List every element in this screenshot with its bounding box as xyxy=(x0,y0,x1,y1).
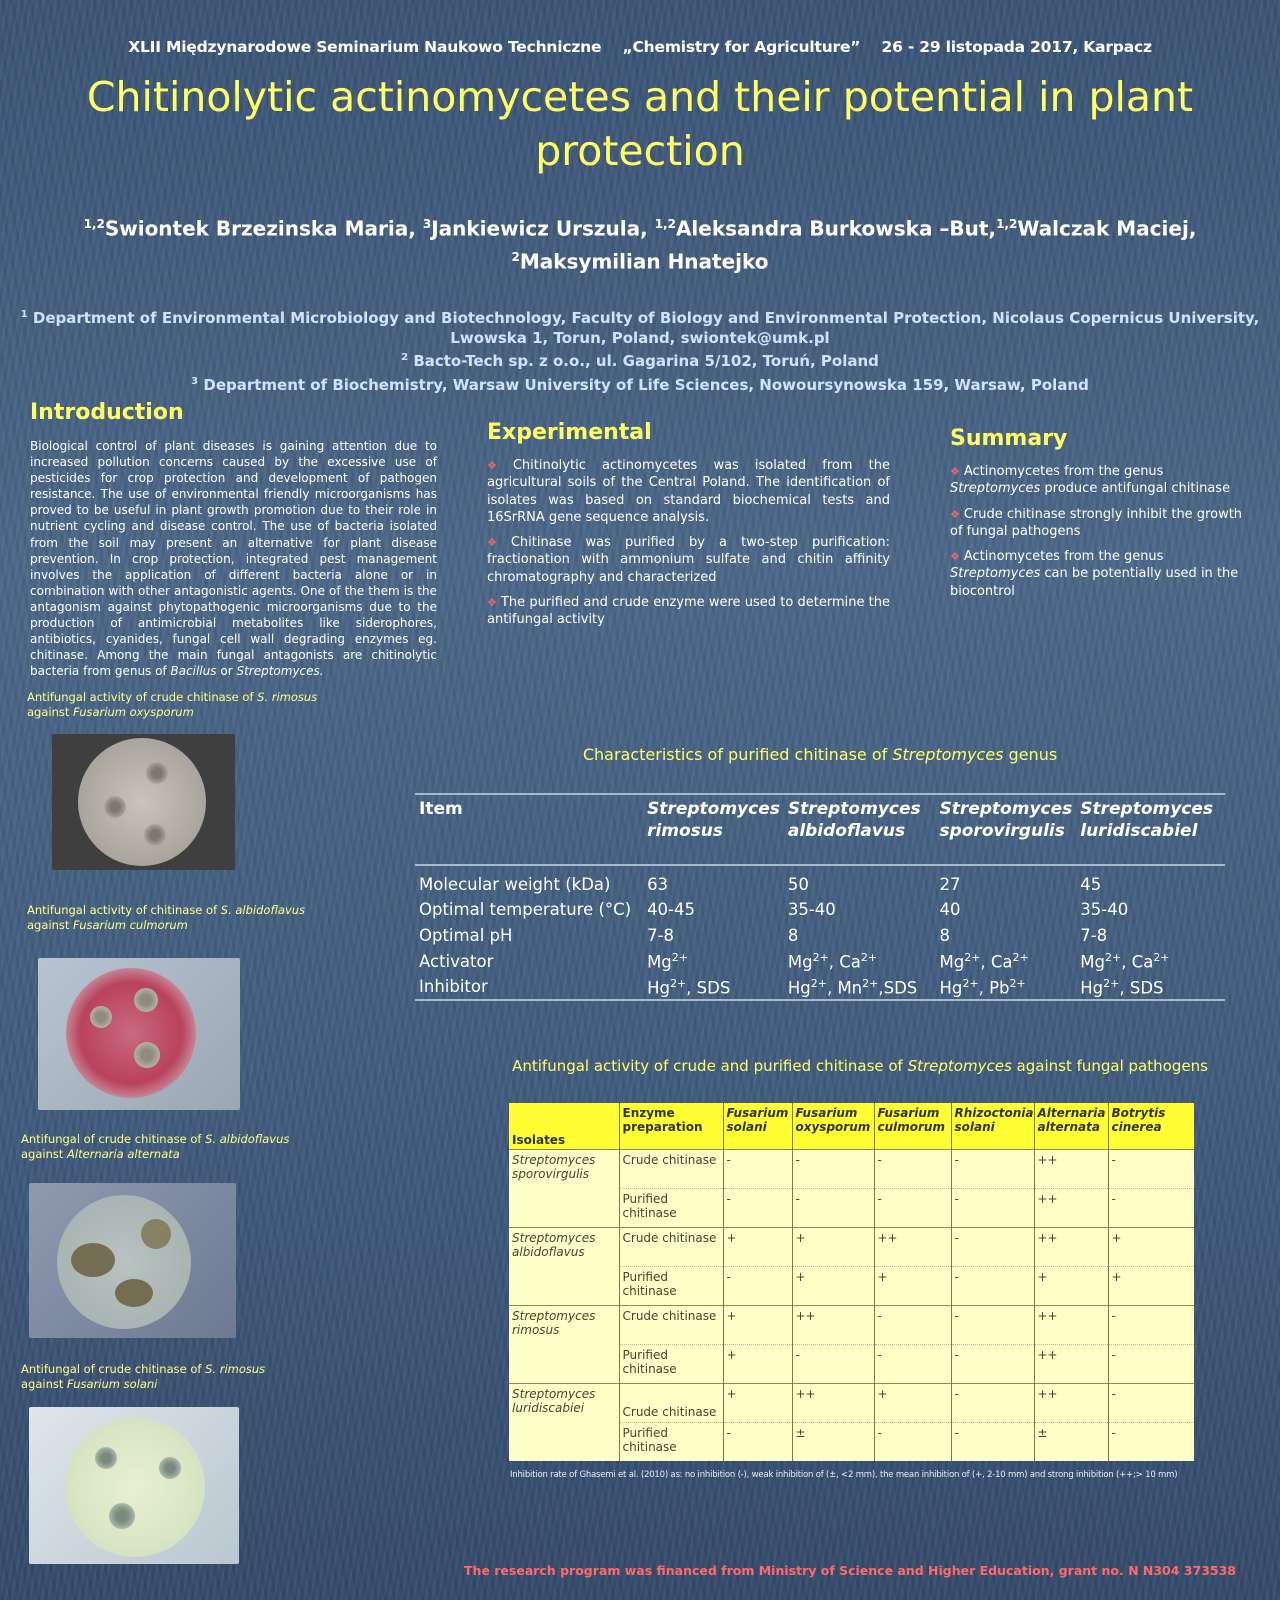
inhibition-value: + xyxy=(723,1344,792,1383)
summary-text: Actinomycetes from the genus xyxy=(963,549,1164,565)
author-sup: 3 xyxy=(422,217,432,231)
inhibition-value: - xyxy=(1108,1344,1194,1383)
isolate-name xyxy=(509,1422,619,1461)
experimental-item-text: Chitinase was purified by a two-step purification: fractionation with ammonium sulfate and chitin affinity chromatography and characterized xyxy=(487,535,890,585)
poster-title: Chitinolytic actinomycetes and their potential in plant protection xyxy=(86,73,1194,175)
charge-superscript: 2+ xyxy=(1009,976,1026,990)
inhibition-zone xyxy=(109,1503,135,1529)
photo-caption-4 xyxy=(21,1362,265,1392)
header-item: Item xyxy=(419,799,463,819)
genus: Fusarium xyxy=(726,1106,789,1120)
row-label: Molecular weight (kDa) xyxy=(419,875,611,894)
table-row xyxy=(509,1149,1194,1188)
diamond-bullet-icon: ❖ xyxy=(487,459,509,472)
genus: Botrytis xyxy=(1111,1106,1166,1120)
affiliation-1 xyxy=(0,305,1280,329)
species: albidoflavus xyxy=(512,1244,585,1259)
summary-text: Crude chitinase strongly inhibit the growth of fungal pathogens xyxy=(950,506,1243,539)
isolate-name xyxy=(509,1266,619,1305)
title-text: Characteristics of purified chitinase of xyxy=(582,745,893,764)
cell-value: 45 xyxy=(1080,875,1102,894)
petri-dish-photo-2 xyxy=(38,958,240,1110)
summary-item xyxy=(950,506,1256,541)
inhibition-value: ++ xyxy=(1034,1383,1108,1422)
cell-value: $Mg^{2+}$ xyxy=(647,951,688,972)
antifungal-table xyxy=(509,1103,1194,1461)
charge-superscript: 2+ xyxy=(671,951,688,965)
enzyme-preparation: Purified chitinase xyxy=(619,1266,723,1305)
characteristics-title xyxy=(420,745,1220,764)
inhibition-value: + xyxy=(723,1305,792,1344)
charge-superscript: 2+ xyxy=(1012,951,1029,965)
fungal-colony xyxy=(141,1219,171,1249)
inhibition-value: + xyxy=(792,1266,874,1305)
author-list xyxy=(20,210,1260,275)
summary-genus: Streptomyces xyxy=(950,481,1041,497)
inhibition-zone xyxy=(90,1006,112,1028)
charge-superscript: 2+ xyxy=(812,951,829,965)
summary-item xyxy=(950,463,1256,498)
enzyme-preparation: Crude chitinase xyxy=(619,1383,723,1422)
enzyme-preparation: Crude chitinase xyxy=(619,1305,723,1344)
cell-value: 8 xyxy=(939,926,950,946)
inhibition-value: - xyxy=(951,1149,1034,1188)
table-row xyxy=(509,1305,1194,1344)
cell-value: $Hg^{2+}$, $Pb^{2+}$ xyxy=(939,976,1026,998)
caption-text: against xyxy=(21,1147,68,1161)
cell-value: 50 xyxy=(787,875,809,894)
experimental-item-text: Chitinolytic actinomycetes was isolated from the agricultural soils of the Central Poland. The identification of isolates was based on standard biochemical tests and 16SrRNA gene sequence analysis. xyxy=(487,458,890,525)
author-sup: 1,2 xyxy=(654,217,676,231)
author-sup: 1,2 xyxy=(996,217,1018,231)
title-genus: Streptomyces xyxy=(892,745,1004,764)
genus-streptomyces: Streptomyces. xyxy=(236,664,324,679)
genus: Streptomyces xyxy=(512,1152,596,1167)
cell-value: $Hg^{2+}$, SDS xyxy=(1080,976,1164,998)
summary-text: can be potentially used in the biocontrol xyxy=(950,566,1239,599)
experimental-item-text: The purified and crude enzyme were used to determine the antifungal activity xyxy=(487,595,890,628)
affiliation-3 xyxy=(0,372,1280,396)
author: Maksymilian Hnatejko xyxy=(519,249,769,274)
inhibition-value: - xyxy=(951,1227,1034,1266)
inhibition-value: - xyxy=(951,1305,1034,1344)
isolate-name xyxy=(509,1149,619,1188)
caption-target: Alternaria alternata xyxy=(67,1147,180,1161)
inhibition-value: - xyxy=(792,1149,874,1188)
charge-superscript: 2+ xyxy=(669,976,687,990)
row-label: Optimal temperature (°C) xyxy=(419,900,632,920)
title-text: against fungal pathogens xyxy=(1011,1057,1208,1075)
photo-caption-3 xyxy=(21,1132,289,1162)
header-pathogen xyxy=(1034,1103,1108,1149)
inhibition-value: - xyxy=(723,1149,792,1188)
inhibition-value: + xyxy=(1108,1227,1194,1266)
cell-value: 7-8 xyxy=(647,926,675,946)
affiliation-1-address xyxy=(0,329,1280,349)
intro-body: Biological control of plant diseases is gaining attention due to increased pollution concerns caused by the excessive use of pesticides for crop protection and development of pathogen resistance. The use of environmental friendly microorganisms has proved to be useful in plant growth promotion due to their role in nutrient cycling and disease control. The use of bacteria isolated from the soil may present an alternative for plant disease prevention. In crop protection, integrated pest management involves the application of different bacteria alone or in combination with other antagonistic agents. One of the them is the antagonism against phytopathogenic microorganisms due to the production of antimicrobial metabolites like siderophores, antibiotics, cyanides, fungal cell wall degrading enzymes eg. chitinase. Among the main fungal antagonists are chitinolytic bacteria from genus of xyxy=(30,439,437,679)
experimental-heading: Experimental xyxy=(487,420,652,445)
summary-list xyxy=(950,463,1256,608)
isolate-name xyxy=(509,1344,619,1383)
summary-item xyxy=(950,548,1256,600)
diamond-bullet-icon: ❖ xyxy=(487,596,497,610)
cell-value: 35-40 xyxy=(1080,900,1129,920)
inhibition-value: - xyxy=(874,1149,951,1188)
title-text: genus xyxy=(1003,745,1058,764)
introduction-heading: Introduction xyxy=(30,400,184,425)
caption-text: against xyxy=(27,705,74,719)
inhibition-value: - xyxy=(1108,1422,1194,1461)
inhibition-zone xyxy=(159,1457,181,1479)
caption-text: Antifungal activity of crude chitinase of xyxy=(27,690,258,704)
inhibition-zone xyxy=(95,1447,117,1469)
inhibition-value: - xyxy=(951,1266,1034,1305)
table-row xyxy=(509,1188,1194,1227)
inhibition-value: ++ xyxy=(792,1383,874,1422)
table-row xyxy=(415,897,1225,923)
cell-value: $Hg^{2+}$, SDS xyxy=(647,976,731,998)
header-species xyxy=(784,794,936,865)
caption-target: Fusarium oxysporum xyxy=(73,705,194,719)
title-genus: Streptomyces xyxy=(907,1057,1012,1075)
table-row xyxy=(509,1266,1194,1305)
enzyme-preparation: Crude chitinase xyxy=(619,1149,723,1188)
charge-superscript: 2+ xyxy=(1103,976,1120,990)
experimental-item xyxy=(487,594,890,629)
intro-or: or xyxy=(216,664,237,679)
affil-sup: 1 xyxy=(20,309,28,320)
inhibition-zone xyxy=(104,796,126,818)
experimental-item xyxy=(487,534,890,586)
cell-value: $Mg^{2+}$, $Ca^{2+}$ xyxy=(939,951,1029,972)
affiliations xyxy=(0,305,1280,395)
inhibition-value: + xyxy=(723,1383,792,1422)
author: Aleksandra Burkowska –But, xyxy=(675,216,997,241)
diamond-bullet-icon: ❖ xyxy=(950,465,960,478)
affil-text: Department of Biochemistry, Warsaw University of Life Sciences, Nowoursynowska 159, Warsaw, Poland xyxy=(203,375,1089,394)
genus: Streptomyces xyxy=(512,1308,596,1323)
inhibition-value: - xyxy=(1108,1383,1194,1422)
caption-text: Antifungal of crude chitinase of xyxy=(21,1362,206,1376)
species: luridiscabiel xyxy=(1080,821,1198,841)
inhibition-value: + xyxy=(723,1227,792,1266)
header-pathogen xyxy=(874,1103,951,1149)
affil-text: Lwowska 1, Torun, Poland, swiontek@umk.pl xyxy=(450,328,830,347)
inhibition-value: - xyxy=(951,1188,1034,1227)
table-row xyxy=(415,974,1225,1000)
inhibition-value: + xyxy=(1108,1266,1194,1305)
species: rimosus xyxy=(512,1322,560,1337)
inhibition-value: ± xyxy=(792,1422,874,1461)
fungal-colony xyxy=(71,1243,115,1277)
header-isolates: Isolates xyxy=(509,1103,619,1149)
cell-value: $Mg^{2+}$, $Ca^{2+}$ xyxy=(1080,951,1170,972)
experimental-list xyxy=(487,457,890,637)
author-sup: 2 xyxy=(511,249,520,264)
row-label: Activator xyxy=(419,951,494,971)
table-row xyxy=(509,1344,1194,1383)
species: sporovirgulis xyxy=(512,1166,589,1181)
caption-text: Antifungal activity of chitinase of xyxy=(27,903,221,917)
header-pathogen xyxy=(792,1103,874,1149)
author: Walczak Maciej, xyxy=(1017,216,1197,241)
caption-species: S. rimosus xyxy=(205,1362,266,1376)
genus: Streptomyces xyxy=(939,799,1073,819)
diamond-bullet-icon: ❖ xyxy=(950,550,960,564)
species: alternata xyxy=(1037,1120,1100,1134)
inhibition-value: + xyxy=(874,1383,951,1422)
caption-target: Fusarium culmorum xyxy=(73,918,188,932)
inhibition-value: ++ xyxy=(1034,1227,1108,1266)
inhibition-value: + xyxy=(792,1227,874,1266)
inhibition-value: - xyxy=(874,1188,951,1227)
affil-text: Department of Environmental Microbiology and Biotechnology, Faculty of Biology and Environmental Protection, Nicolaus Copernicus University, xyxy=(32,309,1260,327)
caption-target: Fusarium solani xyxy=(67,1377,158,1391)
inhibition-value: ++ xyxy=(1034,1305,1108,1344)
petri-dish-photo-1 xyxy=(52,734,235,870)
petri-dish xyxy=(78,738,206,866)
caption-text: Antifungal of crude chitinase of xyxy=(21,1132,206,1146)
inhibition-zone xyxy=(134,1042,160,1068)
petri-dish xyxy=(65,1417,205,1557)
enzyme-preparation: Purified chitinase xyxy=(619,1188,723,1227)
introduction-text xyxy=(30,438,437,679)
header-text: preparation xyxy=(622,1120,703,1134)
conference-dates: 26 - 29 listopada 2017, Karpacz xyxy=(881,38,1152,56)
diamond-bullet-icon: ❖ xyxy=(487,536,507,550)
inhibition-zone xyxy=(146,762,168,784)
table-row xyxy=(509,1383,1194,1422)
species: sporovirgulis xyxy=(939,821,1065,841)
charge-superscript: 2+ xyxy=(860,951,878,965)
species: culmorum xyxy=(877,1120,945,1134)
cell-value: 63 xyxy=(647,875,669,894)
table-header-row xyxy=(415,794,1225,865)
conference-line xyxy=(0,38,1280,56)
cell-value: 35-40 xyxy=(787,900,836,920)
petri-dish xyxy=(66,968,196,1098)
funding-note: The research program was financed from Ministry of Science and Higher Education, grant no. N N304 373538 xyxy=(464,1563,1236,1578)
genus: Streptomyces xyxy=(512,1386,596,1401)
header-enzyme xyxy=(619,1103,723,1149)
summary-text: produce antifungal chitinase xyxy=(1040,481,1231,497)
charge-superscript: 2+ xyxy=(964,951,981,965)
inhibition-value: - xyxy=(723,1422,792,1461)
conference-name: XLII Międzynarodowe Seminarium Naukowo Techniczne xyxy=(128,38,602,56)
genus: Fusarium xyxy=(795,1106,858,1120)
caption-species: S. albidoflavus xyxy=(220,903,306,917)
caption-species: S. rimosus xyxy=(257,690,318,704)
inhibition-value: ++ xyxy=(874,1227,951,1266)
isolate-name xyxy=(509,1188,619,1227)
experimental-item xyxy=(487,457,890,526)
cell-value: 8 xyxy=(787,926,799,946)
charge-superscript: 2+ xyxy=(1153,951,1170,965)
petri-dish-photo-4 xyxy=(29,1407,239,1564)
photo-caption-2 xyxy=(27,903,305,933)
author: Swiontek Brzezinska Maria, xyxy=(104,216,416,241)
affil-sup: 2 xyxy=(401,352,409,363)
genus: Streptomyces xyxy=(1080,799,1214,819)
petri-dish-photo-3 xyxy=(29,1183,236,1338)
isolate-name xyxy=(509,1227,619,1266)
charge-superscript: 2+ xyxy=(1104,951,1122,965)
summary-genus: Streptomyces xyxy=(950,566,1041,582)
inhibition-value: + xyxy=(1034,1266,1108,1305)
table-header-row xyxy=(509,1103,1194,1149)
row-label: Optimal pH xyxy=(419,926,513,946)
inhibition-value: - xyxy=(874,1422,951,1461)
conference-theme: „Chemistry for Agriculture” xyxy=(622,38,861,56)
inhibition-zone xyxy=(134,988,158,1012)
species: albidoflavus xyxy=(787,821,906,841)
inhibition-value: ++ xyxy=(1034,1188,1108,1227)
genus: Alternaria xyxy=(1037,1106,1106,1120)
affil-sup: 3 xyxy=(191,375,199,387)
charge-superscript: 2+ xyxy=(810,976,827,990)
author: Jankiewicz Urszula, xyxy=(431,216,648,241)
species: solani xyxy=(726,1120,767,1134)
caption-text: against xyxy=(21,1377,68,1391)
species: rimosus xyxy=(647,821,724,841)
cell-value: $Mg^{2+}$, $Ca^{2+}$ xyxy=(787,951,878,972)
caption-species: S. albidoflavus xyxy=(205,1132,290,1146)
genus: Streptomyces xyxy=(647,799,780,819)
inhibition-value: - xyxy=(874,1305,951,1344)
table-row xyxy=(415,949,1225,975)
table-row xyxy=(415,923,1225,949)
inhibition-value: ± xyxy=(1034,1422,1108,1461)
cell-value: 40 xyxy=(939,900,961,920)
inhibition-value: - xyxy=(951,1422,1034,1461)
header-species xyxy=(643,794,784,865)
row-label: Inhibitor xyxy=(419,977,488,997)
charge-superscript: 2+ xyxy=(962,976,979,990)
genus: Rhizoctonia xyxy=(954,1106,1034,1120)
charge-superscript: 2+ xyxy=(862,976,879,990)
species: oxysporum xyxy=(795,1120,871,1134)
caption-text: against xyxy=(27,918,74,932)
header-species xyxy=(935,794,1076,865)
genus-bacillus: Bacillus xyxy=(170,664,217,679)
summary-heading: Summary xyxy=(950,426,1068,451)
inhibition-zone xyxy=(144,824,166,846)
diamond-bullet-icon: ❖ xyxy=(950,507,960,521)
inhibition-value: - xyxy=(792,1344,874,1383)
isolate-name xyxy=(509,1305,619,1344)
cell-value: 40-45 xyxy=(647,900,696,920)
inhibition-value: - xyxy=(951,1344,1034,1383)
characteristics-table xyxy=(415,793,1225,1001)
inhibition-value: - xyxy=(874,1344,951,1383)
header-text: Enzyme xyxy=(622,1106,675,1120)
fungal-colony xyxy=(115,1279,153,1307)
table-row xyxy=(509,1227,1194,1266)
inhibition-value: - xyxy=(723,1188,792,1227)
header-pathogen xyxy=(951,1103,1034,1149)
header-pathogen xyxy=(1108,1103,1194,1149)
genus: Fusarium xyxy=(877,1106,940,1120)
inhibition-value: - xyxy=(1108,1305,1194,1344)
title-text: Antifungal activity of crude and purified chitinase of xyxy=(512,1057,908,1075)
inhibition-value: - xyxy=(792,1188,874,1227)
inhibition-value: - xyxy=(951,1383,1034,1422)
inhibition-value: ++ xyxy=(1034,1149,1108,1188)
antifungal-title xyxy=(500,1057,1220,1075)
table-row xyxy=(415,865,1225,897)
genus: Streptomyces xyxy=(512,1230,596,1245)
inhibition-value: ++ xyxy=(792,1305,874,1344)
affiliation-2 xyxy=(0,348,1280,372)
species: luridiscabiei xyxy=(512,1400,585,1415)
affil-text: Bacto-Tech sp. z o.o., ul. Gagarina 5/102, Toruń, Poland xyxy=(413,352,879,370)
species: cinerea xyxy=(1111,1120,1162,1134)
author-sup: 1,2 xyxy=(83,217,105,231)
cell-value: 27 xyxy=(939,875,961,894)
inhibition-value: ++ xyxy=(1034,1344,1108,1383)
table-row xyxy=(509,1422,1194,1461)
enzyme-preparation: Crude chitinase xyxy=(619,1227,723,1266)
header-pathogen xyxy=(723,1103,792,1149)
cell-value: 7-8 xyxy=(1080,926,1108,946)
genus: Streptomyces xyxy=(787,799,921,819)
enzyme-preparation: Purified chitinase xyxy=(619,1422,723,1461)
inhibition-value: + xyxy=(874,1266,951,1305)
cell-value: $Hg^{2+}$, $Mn^{2+},SDS$ xyxy=(787,976,918,998)
inhibition-value: - xyxy=(1108,1149,1194,1188)
enzyme-preparation: Purified chitinase xyxy=(619,1344,723,1383)
isolate-name xyxy=(509,1383,619,1422)
species: solani xyxy=(954,1120,995,1134)
summary-text: Actinomycetes from the genus xyxy=(963,464,1164,479)
inhibition-legend-note: Inhibition rate of Ghasemi et al. (2010) as: no inhibition (-), weak inhibition of (±, <2 mm), the mean inhibition of (+, 2-10 mm) and strong inhibition (++;> 10 mm) xyxy=(510,1470,1178,1480)
photo-caption-1 xyxy=(27,690,317,720)
inhibition-value: - xyxy=(1108,1188,1194,1227)
inhibition-value: - xyxy=(723,1266,792,1305)
header-species xyxy=(1076,794,1225,865)
